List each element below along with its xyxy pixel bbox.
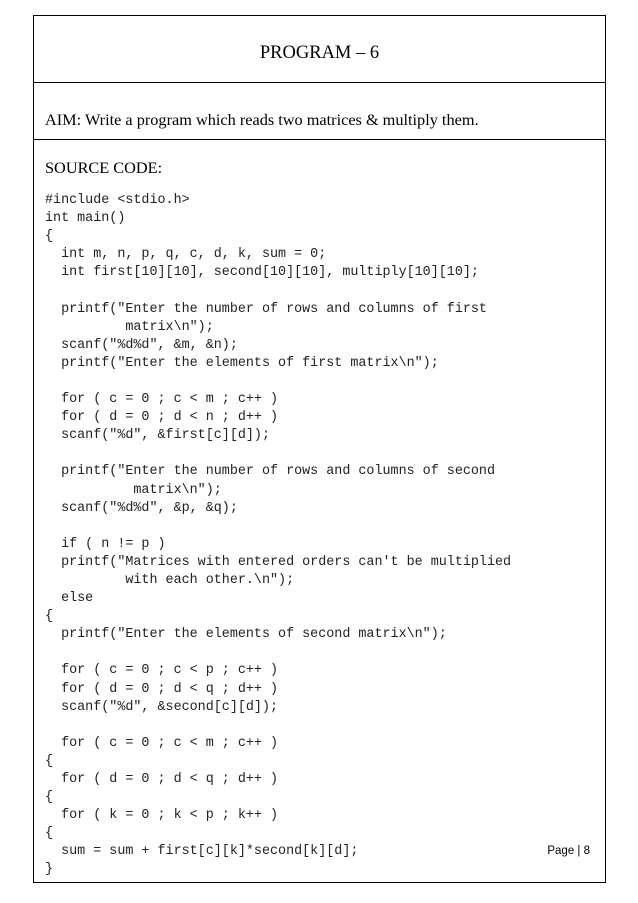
code-line: matrix\n"); [45,482,222,498]
code-line: matrix\n"); [45,319,214,335]
code-line [45,445,511,463]
aim-row [34,83,605,140]
page-title: PROGRAM – 6 [259,43,380,63]
code-line: printf("Enter the number of rows and columns of first [45,301,487,317]
code-line: { [45,229,54,245]
code-line: { [45,826,54,842]
code-line: printf("Enter the elements of second matrix\n"); [45,627,447,643]
code-line: with each other.\n"); [45,572,295,588]
code-line: scanf("%d", &first[c][d]); [45,428,270,444]
code-line: for ( c = 0 ; c < p ; c++ ) [45,663,279,679]
code-line: int first[10][10], second[10][10], multiply[10][10]; [45,265,479,281]
code-line [45,717,511,735]
code-line [45,518,511,536]
code-block [45,192,511,880]
code-line: scanf("%d%d", &m, &n); [45,337,238,353]
code-line: printf("Enter the number of rows and columns of second [45,464,495,480]
code-line: scanf("%d", &second[c][d]); [45,699,279,715]
code-line: { [45,790,54,806]
code-line: int m, n, p, q, c, d, k, sum = 0; [45,247,327,263]
code-line: for ( k = 0 ; k < p ; k++ ) [45,808,279,824]
code-line: sum = sum + first[c][k]*second[k][d]; [45,844,359,860]
code-line: printf("Enter the elements of first matrix\n"); [45,355,439,371]
code-line [45,373,511,391]
aim-statement: AIM: Write a program which reads two matrices & multiply them. [45,110,479,129]
code-line: else [45,591,94,607]
code-line: for ( c = 0 ; c < m ; c++ ) [45,735,279,751]
code-line: for ( d = 0 ; d < n ; d++ ) [45,410,279,426]
code-line: { [45,753,54,769]
code-line: #include <stdio.h> [45,193,190,208]
page-number: Page | 8 [547,845,590,857]
title-row [34,16,605,83]
code-line [45,282,511,300]
code-line: for ( d = 0 ; d < q ; d++ ) [45,772,279,787]
code-line: if ( n != p ) [45,536,166,552]
code-line: printf("Matrices with entered orders can't be multiplied [45,554,512,570]
source-code-heading: SOURCE CODE: [45,158,163,177]
code-line [45,644,511,662]
code-line: int main() [45,211,126,227]
code-line: scanf("%d%d", &p, &q); [45,500,238,516]
code-line: { [45,609,54,625]
page-frame [33,15,606,883]
code-line: for ( d = 0 ; d < q ; d++ ) [45,681,279,697]
code-line: for ( c = 0 ; c < m ; c++ ) [45,392,279,408]
code-line: } [45,862,54,878]
